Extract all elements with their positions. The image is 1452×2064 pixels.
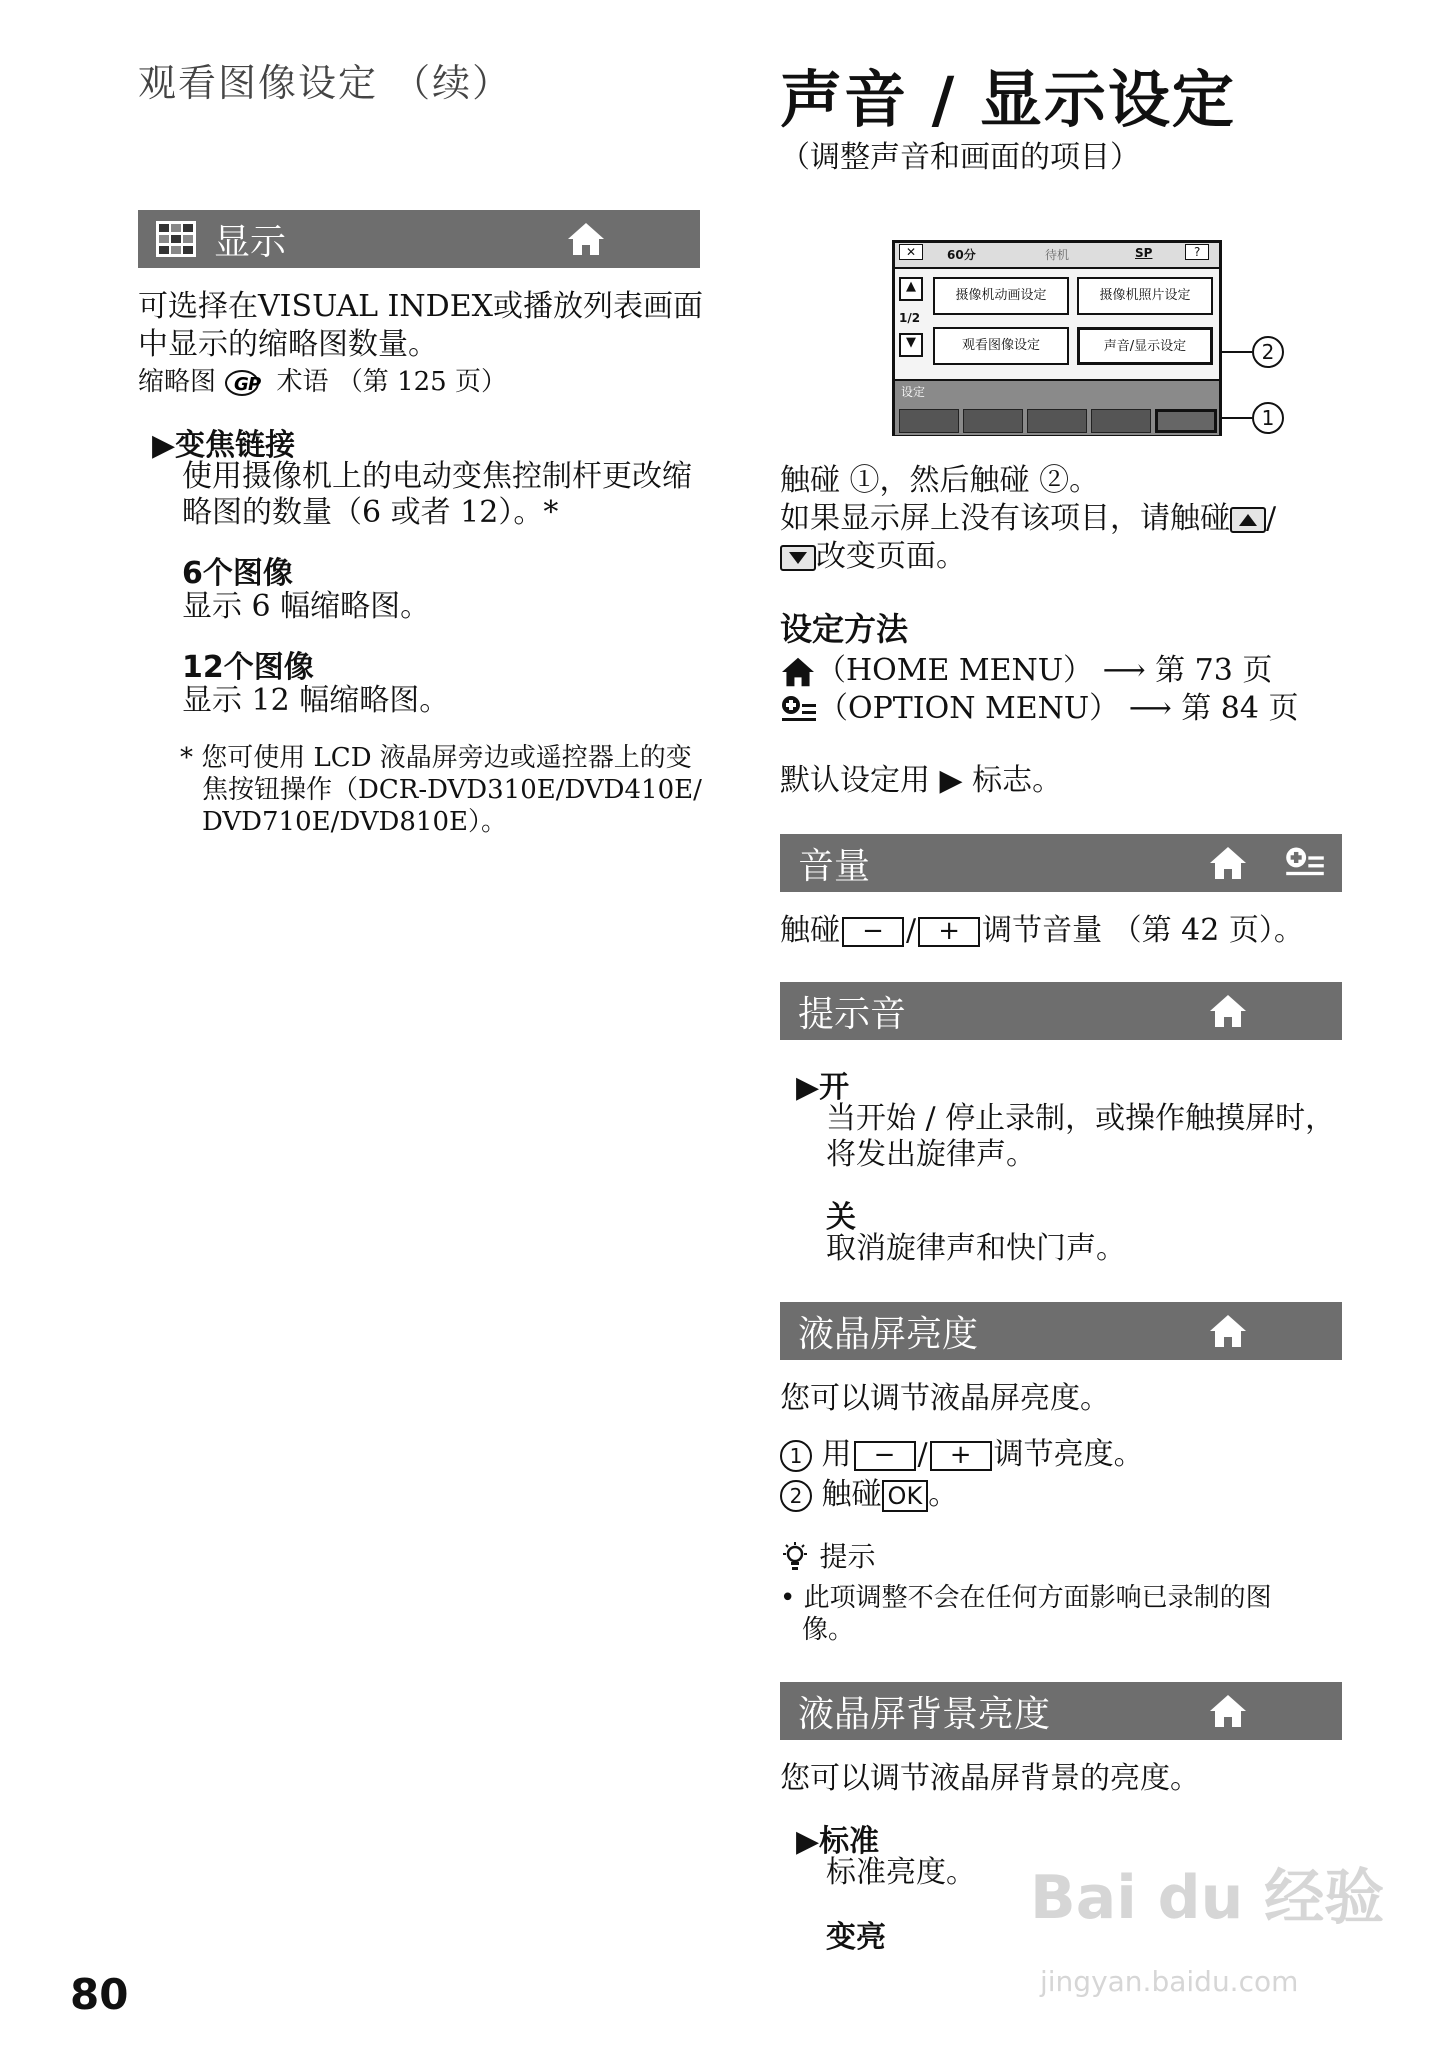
- lcd-page-indicator: 1/2: [899, 311, 921, 325]
- lcd-battery-text: 60分: [947, 248, 976, 262]
- display-desc-line2: 中显示的缩略图数量。: [138, 327, 438, 362]
- option-menu-icon: [1284, 844, 1326, 882]
- backlight-bright-label: 变亮: [826, 1920, 886, 1955]
- display-section-bar: [138, 210, 700, 268]
- lcd-top-bar: [895, 243, 1219, 269]
- callout-1-leader: [1222, 417, 1252, 419]
- page-up-icon: [1230, 507, 1266, 533]
- option-zoom-link-desc2: 略图的数量（6 或者 12）。*: [182, 495, 559, 530]
- lcd-brightness-step2: [780, 1476, 958, 1514]
- home-icon: [566, 221, 606, 257]
- beep-on-label: ▶开: [796, 1070, 850, 1105]
- lcd-down-arrow-icon: ▼: [899, 333, 923, 357]
- step1-text-a: 用: [821, 1437, 852, 1472]
- display-ref-line: [138, 366, 507, 398]
- lcd-close-button: ✕: [899, 244, 923, 260]
- volume-desc-b: 调节音量 （第 42 页）。: [982, 913, 1304, 948]
- step1-text-b: 调节亮度。: [993, 1437, 1144, 1472]
- beep-off-label: 关: [826, 1200, 856, 1235]
- glossary-ref-icon: [224, 369, 268, 397]
- svg-text:G: G: [234, 374, 250, 395]
- home-icon: [1208, 993, 1248, 1029]
- option-6-images-label: 6个图像: [182, 556, 293, 591]
- lcd-tab-play-icon: [963, 409, 1023, 433]
- step1-number: 1: [780, 1440, 812, 1472]
- lcd-help-button: ?: [1185, 244, 1209, 260]
- lcd-up-arrow-icon: ▲: [899, 277, 923, 301]
- page-down-icon: [780, 545, 816, 571]
- option-menu-ref: [780, 690, 1299, 728]
- volume-title: 音量: [798, 845, 871, 887]
- lcd-tab-disc-icon: [1091, 409, 1151, 433]
- step1-slash: /: [917, 1437, 928, 1472]
- beep-title: 提示音: [798, 993, 907, 1035]
- lcd-tab-camera-icon: [899, 409, 959, 433]
- lcd-brightness-section-bar: [780, 1302, 1342, 1360]
- lcd-screen-illustration: [892, 240, 1222, 436]
- watermark-logo: Bai du 经验: [1030, 1863, 1385, 1933]
- touch-instruction: 触碰 ①，然后触碰 ②。: [780, 463, 1100, 498]
- option-menu-ref-text: （OPTION MENU） ⟶ 第 84 页: [818, 691, 1299, 726]
- lcd-brightness-desc: 您可以调节液晶屏亮度。: [780, 1381, 1110, 1416]
- beep-off-desc: 取消旋律声和快门声。: [826, 1231, 1126, 1266]
- plus-key: +: [930, 1441, 992, 1471]
- lcd-tab-grid-icon: [1027, 409, 1087, 433]
- volume-desc: [780, 912, 1304, 950]
- beep-on-desc1: 当开始 / 停止录制，或操作触摸屏时，: [826, 1101, 1336, 1136]
- running-head: 观看图像设定 （续）: [138, 61, 513, 105]
- default-note: 默认设定用 ▶ 标志。: [780, 763, 1063, 798]
- option-12-images-desc: 显示 12 幅缩略图。: [182, 683, 450, 718]
- home-icon: [1208, 1693, 1248, 1729]
- lcd-backlight-desc: 您可以调节液晶屏背景的亮度。: [780, 1761, 1200, 1796]
- display-section-title: 显示: [214, 221, 287, 263]
- page-number: 80: [70, 1970, 129, 2019]
- page-change-hint-slash: /: [1266, 501, 1277, 536]
- display-ref-prefix: 缩略图: [138, 367, 217, 397]
- option-zoom-link-desc1: 使用摄像机上的电动变焦控制杆更改缩: [182, 459, 692, 494]
- backlight-normal-desc: 标准亮度。: [826, 1855, 976, 1890]
- option-zoom-link-label: ▶变焦链接: [152, 428, 296, 463]
- display-ref-suffix: 术语 （第 125 页）: [276, 367, 507, 397]
- footnote-line1: * 您可使用 LCD 液晶屏旁边或遥控器上的变: [180, 743, 692, 773]
- volume-desc-a: 触碰: [780, 913, 840, 948]
- lcd-backlight-section-bar: [780, 1682, 1342, 1740]
- minus-key: −: [842, 917, 904, 947]
- home-icon: [1208, 845, 1248, 881]
- watermark-url: jingyan.baidu.com: [1040, 1965, 1299, 1998]
- home-menu-ref: [780, 652, 1272, 690]
- home-icon: [780, 656, 816, 688]
- ok-key: OK: [882, 1480, 929, 1512]
- lcd-status-text: 待机: [1045, 248, 1070, 262]
- lcd-btn-sound-display-settings: 声音/显示设定: [1077, 327, 1213, 365]
- lcd-brightness-title: 液晶屏亮度: [798, 1313, 979, 1355]
- option-6-images-desc: 显示 6 幅缩略图。: [182, 589, 431, 624]
- lcd-footer-label: 设定: [901, 385, 926, 399]
- method-heading: 设定方法: [780, 610, 909, 648]
- step2-text-a: 触碰: [821, 1477, 882, 1512]
- tip-line1: • 此项调整不会在任何方面影响已录制的图: [780, 1583, 1272, 1613]
- volume-section-bar: [780, 834, 1342, 892]
- callout-1: 1: [1252, 402, 1284, 434]
- lcd-backlight-title: 液晶屏背景亮度: [798, 1693, 1051, 1735]
- tip-line2: 像。: [802, 1615, 855, 1645]
- tip-heading: [780, 1538, 876, 1576]
- thumbnail-grid-icon: [156, 221, 196, 257]
- home-menu-ref-text: （HOME MENU） ⟶ 第 73 页: [816, 653, 1273, 688]
- plus-key: +: [918, 917, 980, 947]
- home-icon: [1208, 1313, 1248, 1349]
- page-change-hint-text: 如果显示屏上没有该项目，请触碰: [780, 501, 1230, 536]
- page-change-hint-text2: 改变页面。: [816, 539, 966, 574]
- footnote-line3: DVD710E/DVD810E）。: [202, 807, 507, 837]
- page-title: 声音 / 显示设定: [780, 63, 1236, 136]
- tip-heading-text: 提示: [819, 1540, 876, 1573]
- lcd-btn-view-image-settings: 观看图像设定: [933, 327, 1069, 365]
- volume-slash: /: [906, 913, 917, 948]
- option-12-images-label: 12个图像: [182, 650, 314, 685]
- lightbulb-icon: [780, 1541, 810, 1575]
- page-subtitle: （调整声音和画面的项目）: [780, 140, 1140, 175]
- lcd-sp-text: SP: [1135, 246, 1153, 260]
- option-menu-icon: [780, 694, 818, 726]
- page-change-hint-line1: [780, 500, 1276, 538]
- svg-text:P: P: [248, 374, 262, 395]
- beep-section-bar: [780, 982, 1342, 1040]
- lcd-brightness-step1: [780, 1436, 1144, 1474]
- step2-text-b: 。: [928, 1477, 959, 1512]
- lcd-btn-camera-photo-settings: 摄像机照片设定: [1077, 277, 1213, 315]
- lcd-tab-toolbox-icon: [1155, 409, 1217, 433]
- backlight-normal-label: ▶标准: [796, 1824, 880, 1859]
- footnote-line2: 焦按钮操作（DCR-DVD310E/DVD410E/: [202, 775, 702, 805]
- display-desc-line1: 可选择在VISUAL INDEX或播放列表画面: [138, 289, 703, 324]
- callout-2: 2: [1252, 336, 1284, 368]
- page-change-hint-line2: [780, 538, 966, 576]
- lcd-btn-camera-movie-settings: 摄像机动画设定: [933, 277, 1069, 315]
- step2-number: 2: [780, 1480, 812, 1512]
- callout-2-leader: [1222, 351, 1252, 353]
- minus-key: −: [854, 1441, 916, 1471]
- beep-on-desc2: 将发出旋律声。: [826, 1137, 1036, 1172]
